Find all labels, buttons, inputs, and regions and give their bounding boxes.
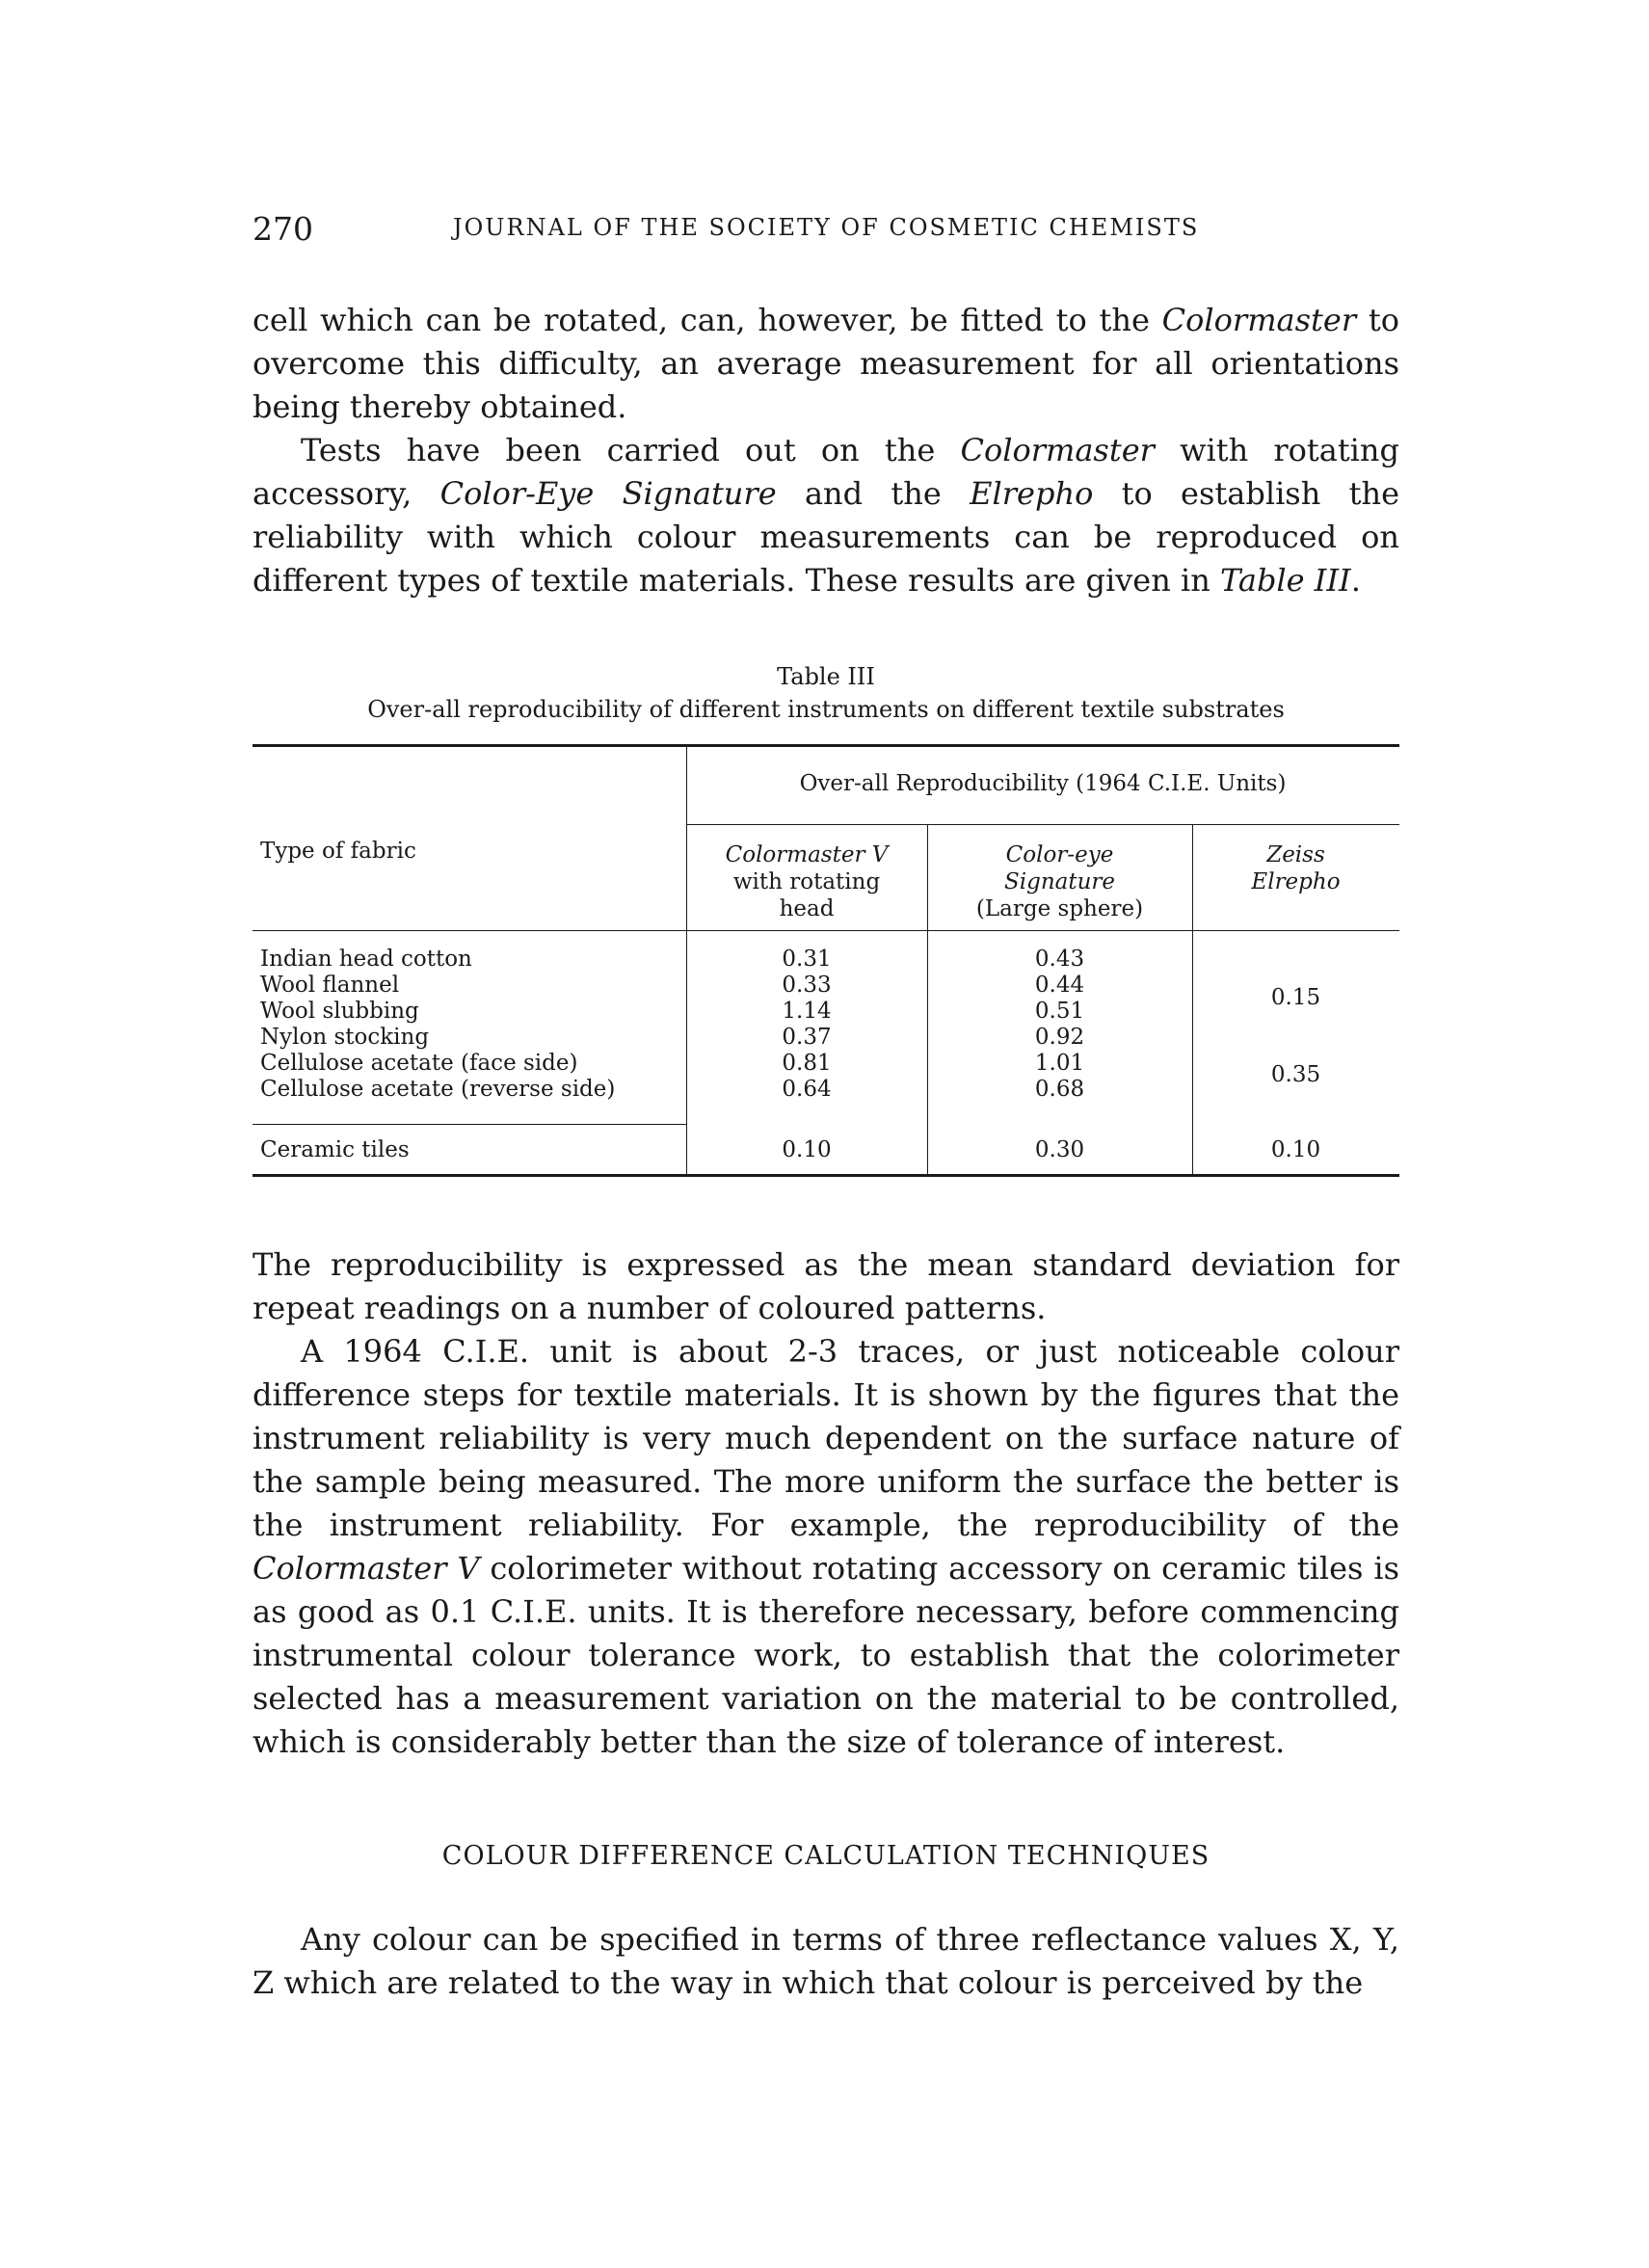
paragraph-3: The reproducibility is expressed as the mean standard deviation for repeat readings on a number of coloured patterns. bbox=[253, 1246, 1399, 1326]
reproducibility-table bbox=[253, 742, 1399, 1186]
paragraph-1: cell which can be rotated, can, however, be fitted to the Colormaster to overcome this difficulty, an average measurement for all orientations being thereby obtained. bbox=[253, 302, 1400, 425]
table-cell-color-eye: 0.43 bbox=[1034, 947, 1085, 972]
table-title: Over-all reproducibility of different instruments on different textile substrates bbox=[367, 696, 1285, 723]
elrepho-cellulose-value: 0.35 bbox=[1270, 1062, 1321, 1087]
table-cell-colormaster: 0.64 bbox=[782, 1077, 832, 1102]
table-cell-color-eye: 0.68 bbox=[1034, 1077, 1085, 1102]
table-cell-color-eye: 0.92 bbox=[1034, 1025, 1085, 1050]
header-bottom-rule bbox=[253, 930, 1399, 931]
discussion-text bbox=[253, 1243, 1399, 1764]
zeiss-elrepho-header: Zeiss Elrepho bbox=[1251, 842, 1341, 894]
table-row-fabric: Wool flannel bbox=[260, 973, 400, 998]
colormaster-header: Colormaster V with rotating head bbox=[725, 842, 889, 921]
table-cell-color-eye: 0.51 bbox=[1034, 999, 1085, 1024]
ceramic-colormaster: 0.10 bbox=[782, 1137, 832, 1162]
table-row-fabric: Wool slubbing bbox=[260, 999, 419, 1024]
group-header-rule bbox=[686, 824, 1399, 825]
paragraph-4: A 1964 C.I.E. unit is about 2-3 traces, or just noticeable colour difference steps for textile materials. It is shown by the figures that the instrument reliability is very much dependent on the surface nature of the sample being measured. The more uniform the surface the better is the instrument reliability. For example, the reproducibility of the Colormaster V colorimeter without rotating accessory on ceramic tiles is as good as 0.1 C.I.E. units. It is therefore necessary, before commencing instrumental colour tolerance work, to establish that the colorimeter selected has a measurement variation on the material to be controlled, which is considerably better than the size of tolerance of interest. bbox=[253, 1333, 1400, 1760]
table-cell-colormaster: 1.14 bbox=[782, 999, 832, 1024]
table-cell-colormaster: 0.31 bbox=[782, 947, 832, 972]
color-eye-header: Color-eye Signature (Large sphere) bbox=[975, 842, 1144, 921]
closing-text bbox=[253, 1918, 1399, 2005]
table-caption: Table III bbox=[777, 663, 875, 690]
elrepho-wool-value: 0.15 bbox=[1270, 985, 1321, 1010]
paragraph-2: Tests have been carried out on the Colormaster with rotating accessory, Color-Eye Signature and the Elrepho to establish the reliability with which colour measurements can be reproduced on different types of textile materials. These results are given in Table III. bbox=[253, 432, 1400, 599]
group-header: Over-all Reproducibility (1964 C.I.E. Units) bbox=[799, 771, 1287, 796]
section-heading: COLOUR DIFFERENCE CALCULATION TECHNIQUES bbox=[441, 1841, 1210, 1871]
ceramic-elrepho: 0.10 bbox=[1270, 1137, 1321, 1162]
table-row-fabric: Indian head cotton bbox=[260, 947, 472, 972]
page-number: 270 bbox=[253, 210, 313, 248]
paragraph-5: Any colour can be specified in terms of three reflectance values X, Y, Z which are related to the way in which that colour is perceived by the bbox=[253, 1921, 1399, 2001]
intro-text bbox=[253, 299, 1399, 602]
table-row-ceramic: Ceramic tiles bbox=[260, 1137, 410, 1162]
table-cell-color-eye: 1.01 bbox=[1034, 1051, 1085, 1076]
table-bottom-rule bbox=[253, 1174, 1399, 1177]
table-row-fabric: Nylon stocking bbox=[260, 1025, 430, 1050]
ceramic-separator-rule bbox=[253, 1124, 686, 1125]
ceramic-color-eye: 0.30 bbox=[1034, 1137, 1085, 1162]
table-cell-colormaster: 0.37 bbox=[782, 1025, 832, 1050]
table-cell-colormaster: 0.33 bbox=[782, 973, 832, 998]
table-cell-color-eye: 0.44 bbox=[1034, 973, 1085, 998]
table-row-fabric: Cellulose acetate (reverse side) bbox=[260, 1077, 616, 1102]
running-head: JOURNAL OF THE SOCIETY OF COSMETIC CHEMISTS bbox=[453, 214, 1200, 241]
table-top-rule bbox=[253, 744, 1399, 747]
table-row-fabric: Cellulose acetate (face side) bbox=[260, 1051, 578, 1076]
type-of-fabric-header: Type of fabric bbox=[260, 839, 416, 864]
table-cell-colormaster: 0.81 bbox=[782, 1051, 832, 1076]
